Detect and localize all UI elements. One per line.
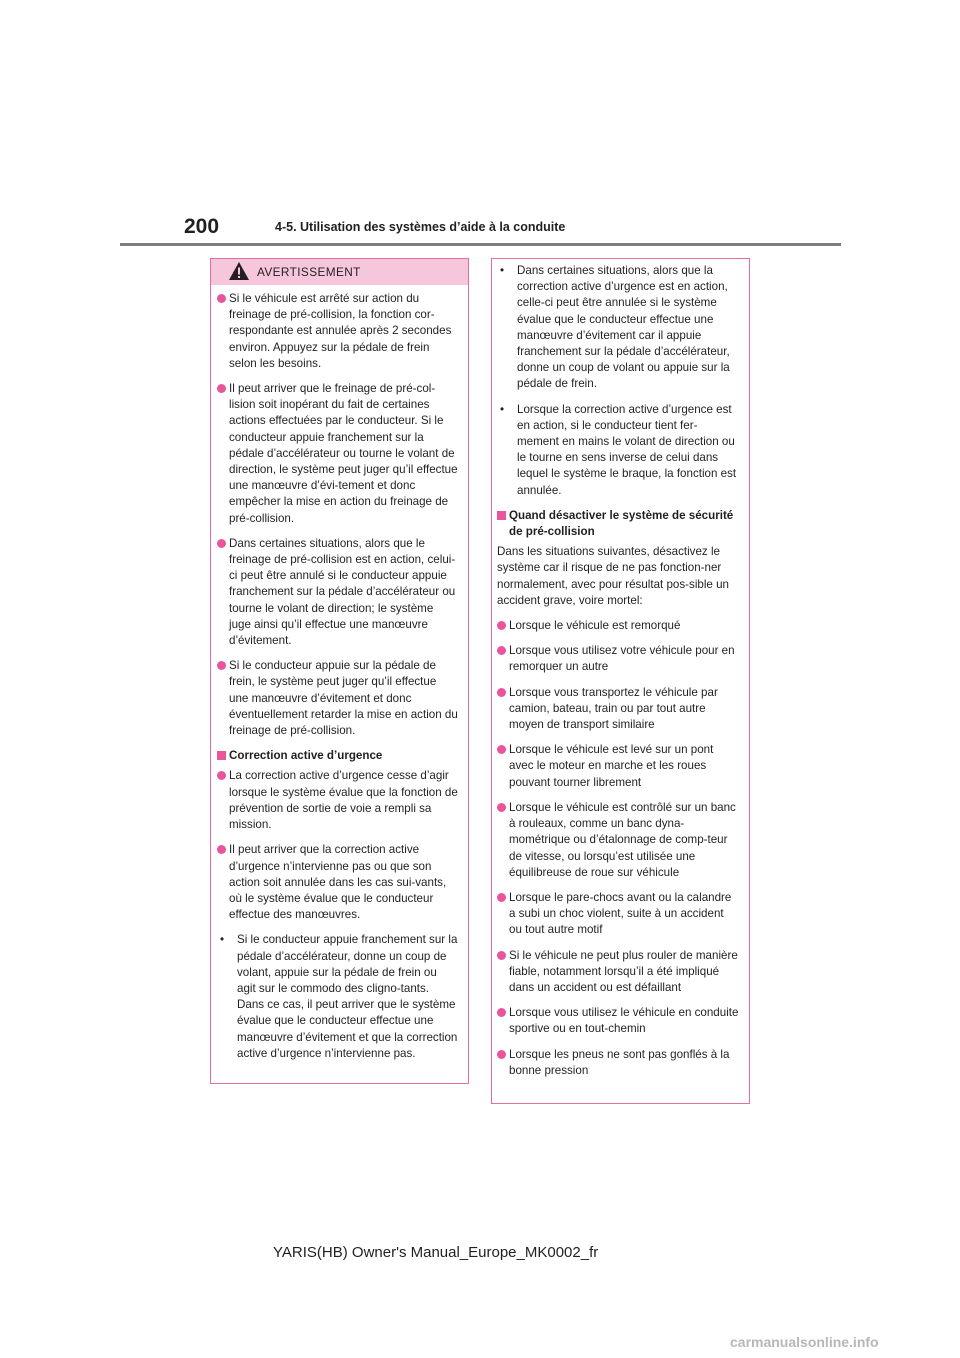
subheading: Quand désactiver le système de sécurité de pré-collision bbox=[497, 508, 739, 540]
bullet-item: • Lorsque la correction active d’urgence est en action, si le conducteur tient fer-mement en mains le volant de direction ou le tourne en sens inverse de celui dans lequel le système le braque, la fonction est annulée. bbox=[500, 402, 739, 499]
page-number: 200 bbox=[184, 215, 220, 238]
list-item: Si le conducteur appuie sur la pédale de frein, le système peut juger qu’il effectue une manœuvre d’évitement et donc éventuellement retarder la mise en action du freinage de pré-collision. bbox=[217, 658, 458, 739]
footer-manual-name: YARIS(HB) Owner's Manual_Europe_MK0002_fr bbox=[273, 1244, 599, 1261]
bullet-item: • Si le conducteur appuie franchement sur la pédale d’accélérateur, donne un coup de volant, appuie sur la pédale de frein ou agit sur le commodo des cligno-tants. Dans ce cas, il peut arriver que le système évalue que le conducteur effectue une manœuvre d’évitement et que la correction active d’urgence n’intervienne pas. bbox=[220, 932, 458, 1062]
list-item: Lorsque le véhicule est levé sur un pont avec le moteur en marche et les roues pouvant tourner librement bbox=[497, 742, 739, 791]
list-item: Lorsque le pare-chocs avant ou la calandre a subi un choc violent, suite à un accident ou tout autre motif bbox=[497, 890, 739, 939]
list-item: Lorsque le véhicule est remorqué bbox=[497, 618, 739, 634]
list-item: Lorsque vous utilisez votre véhicule pour en remorquer un autre bbox=[497, 643, 739, 675]
warning-box bbox=[210, 258, 469, 1084]
list-item: Lorsque les pneus ne sont pas gonflés à la bonne pression bbox=[497, 1047, 739, 1079]
watermark: carmanualsonline.info bbox=[730, 1334, 879, 1350]
warning-body bbox=[211, 285, 468, 1062]
list-item: Lorsque le véhicule est contrôlé sur un banc à rouleaux, comme un banc dyna-mométrique ou d’étalonnage de comp-teur de vitesse, ou lorsqu’est utilisée une équilibreuse de roue sur véhicule bbox=[497, 800, 739, 881]
warning-title: AVERTISSEMENT bbox=[257, 265, 361, 279]
warning-triangle-icon bbox=[228, 261, 250, 281]
header-divider bbox=[120, 243, 841, 246]
warning-header bbox=[211, 259, 468, 285]
list-item: Si le véhicule ne peut plus rouler de manière fiable, notamment lorsqu’il a été impliqué dans un accident ou est défaillant bbox=[497, 948, 739, 997]
list-item: Si le véhicule est arrêté sur action du freinage de pré-collision, la fonction cor-respondante est annulée après 2 secondes environ. Appuyez sur la pédale de frein selon les besoins. bbox=[217, 291, 458, 372]
list-item: Lorsque vous utilisez le véhicule en conduite sportive ou en tout-chemin bbox=[497, 1005, 739, 1037]
bullet-item: • Dans certaines situations, alors que la correction active d’urgence est en action, celle-ci peut être annulée si le système évalue que le conducteur effectue une manœuvre d’évitement car il appuie franchement sur la pédale d’accélérateur, donne un coup de volant ou appuie sur la pédale de frein. bbox=[500, 263, 739, 393]
list-item: La correction active d’urgence cesse d’agir lorsque le système évalue que la fonction de prévention de sortie de voie a rempli sa mission. bbox=[217, 768, 458, 833]
list-item: Dans certaines situations, alors que le freinage de pré-collision est en action, celui-ci peut être annulé si le conducteur appuie franchement sur la pédale d’accélérateur ou tourne le volant de direction; le système juge ainsi qu’il effectue une manœuvre d’évitement. bbox=[217, 536, 458, 649]
paragraph: Dans les situations suivantes, désactivez le système car il risque de ne pas fonction-ner normalement, avec pour résultat pos-sible un accident grave, voire mortel: bbox=[497, 545, 729, 607]
subheading: Correction active d’urgence bbox=[217, 748, 458, 764]
section-title: 4-5. Utilisation des systèmes d’aide à la conduite bbox=[275, 220, 566, 234]
right-column bbox=[491, 258, 750, 1104]
list-item: Il peut arriver que le freinage de pré-col-lision soit inopérant du fait de certaines actions effectuées par le conducteur. Si le conducteur appuie franchement sur la pédale d’accélérateur ou tourne le volant de direction, le système peut juger qu’il effectue une manœuvre d’évi-tement et donc empêcher la mise en action du freinage de pré-collision. bbox=[217, 381, 458, 527]
list-item: Lorsque vous transportez le véhicule par camion, bateau, train ou par tout autre moyen de transport similaire bbox=[497, 685, 739, 734]
list-item: Il peut arriver que la correction active d’urgence n’intervienne pas ou que son action soit annulée dans les cas sui-vants, où le système évalue que le conducteur effectue des manœuvres. bbox=[217, 842, 458, 923]
